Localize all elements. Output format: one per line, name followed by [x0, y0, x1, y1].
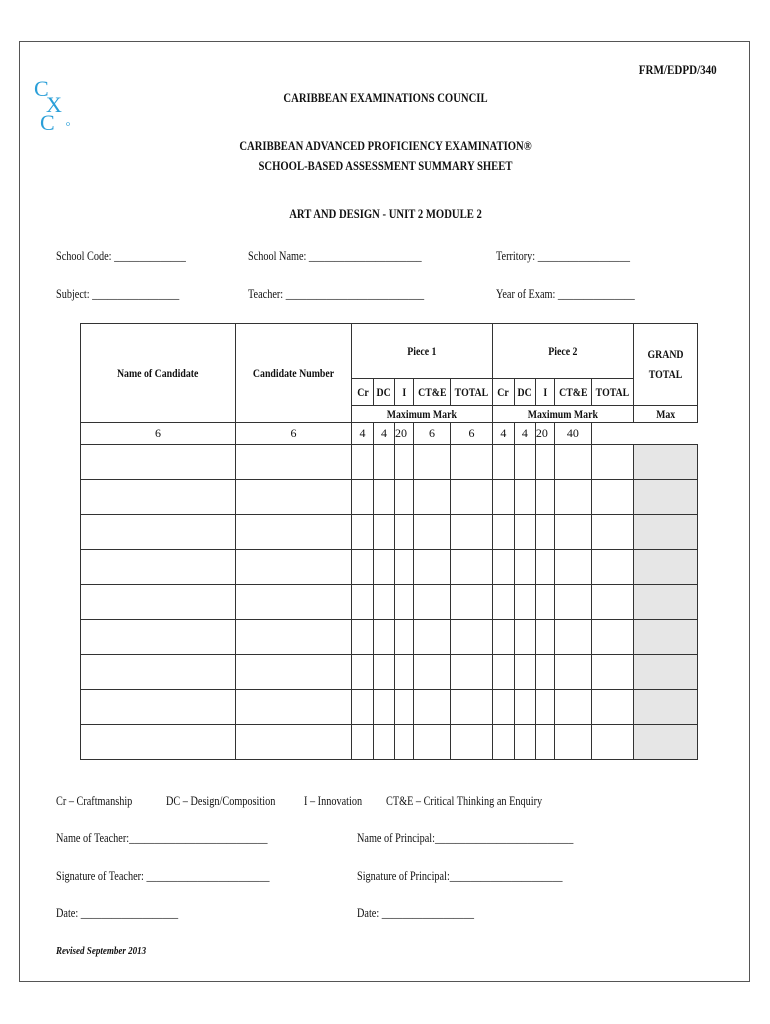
name-of-teacher-field[interactable]: Name of Teacher:___________________________ [56, 831, 268, 845]
table-cell[interactable] [554, 690, 591, 725]
table-cell[interactable] [492, 585, 514, 620]
table-cell[interactable] [554, 445, 591, 480]
table-cell[interactable] [81, 585, 236, 620]
table-cell[interactable] [451, 585, 493, 620]
table-cell[interactable] [414, 515, 451, 550]
svg-text:X: X [46, 92, 62, 117]
sub-header-1-2: I [395, 379, 414, 406]
table-cell[interactable] [492, 725, 514, 760]
sub-header-1-1: DC [374, 379, 395, 406]
table-cell[interactable] [492, 515, 514, 550]
table-cell[interactable] [591, 585, 633, 620]
sub-header-2-3: CT&E [554, 379, 591, 406]
table-cell[interactable] [414, 655, 451, 690]
table-row [81, 655, 698, 690]
table-cell[interactable] [554, 725, 591, 760]
table-cell[interactable] [554, 655, 591, 690]
maximum-mark-label: Maximum Mark [352, 406, 493, 423]
table-cell[interactable] [535, 550, 554, 585]
form-page [19, 41, 750, 982]
maximum-mark-label: Maximum Mark [492, 406, 633, 423]
table-cell[interactable] [492, 550, 514, 585]
table-cell[interactable] [535, 585, 554, 620]
territory-field[interactable]: Territory: __________________ [496, 249, 630, 263]
table-cell[interactable] [535, 690, 554, 725]
table-cell[interactable] [374, 690, 395, 725]
table-cell[interactable] [591, 480, 633, 515]
school-code-field[interactable]: School Code: ______________ [56, 249, 186, 263]
table-cell[interactable] [374, 515, 395, 550]
table-cell[interactable] [451, 480, 493, 515]
max-mark-2-2: 4 [492, 423, 514, 445]
table-cell[interactable] [81, 480, 236, 515]
table-cell[interactable] [374, 655, 395, 690]
table-cell[interactable] [414, 690, 451, 725]
sub-header-2-4: TOTAL [591, 379, 633, 406]
signature-of-principal-field[interactable]: Signature of Principal:______________________ [357, 869, 563, 883]
table-cell[interactable] [591, 620, 633, 655]
table-cell[interactable] [535, 725, 554, 760]
table-cell[interactable] [535, 480, 554, 515]
table-cell[interactable] [81, 725, 236, 760]
table-cell[interactable] [236, 480, 352, 515]
sub-header-1-4: TOTAL [451, 379, 493, 406]
table-cell[interactable] [591, 725, 633, 760]
table-cell[interactable] [514, 585, 535, 620]
table-cell[interactable] [535, 620, 554, 655]
table-cell[interactable] [236, 655, 352, 690]
table-row [81, 690, 698, 725]
table-cell[interactable] [352, 445, 374, 480]
exam-title: CARIBBEAN ADVANCED PROFICIENCY EXAMINATION® [239, 138, 532, 153]
table-cell[interactable] [414, 620, 451, 655]
table-cell[interactable] [633, 515, 697, 550]
table-cell[interactable] [514, 445, 535, 480]
table-cell[interactable] [451, 655, 493, 690]
table-cell[interactable] [236, 725, 352, 760]
revised-note: Revised September 2013 [56, 945, 147, 957]
table-cell[interactable] [374, 585, 395, 620]
table-cell[interactable] [451, 620, 493, 655]
table-cell[interactable] [236, 550, 352, 585]
table-cell[interactable] [374, 480, 395, 515]
table-cell[interactable] [591, 655, 633, 690]
table-cell[interactable] [81, 655, 236, 690]
table-cell[interactable] [451, 515, 493, 550]
teacher-field[interactable]: Teacher: ___________________________ [248, 287, 425, 301]
table-cell[interactable] [395, 515, 414, 550]
sub-header-2-1: DC [514, 379, 535, 406]
signature-of-teacher-field[interactable]: Signature of Teacher: ________________________ [56, 869, 270, 883]
table-cell[interactable] [514, 655, 535, 690]
sub-header-1-0: Cr [352, 379, 374, 406]
table-cell[interactable] [352, 515, 374, 550]
table-cell[interactable] [236, 515, 352, 550]
table-cell[interactable] [451, 550, 493, 585]
grand-total-header: GRAND TOTAL [633, 324, 697, 406]
name-of-candidate-header: Name of Candidate [81, 324, 236, 423]
table-cell[interactable] [374, 620, 395, 655]
table-cell[interactable] [395, 480, 414, 515]
table-row [81, 585, 698, 620]
table-cell[interactable] [633, 585, 697, 620]
table-cell[interactable] [554, 515, 591, 550]
table-cell[interactable] [633, 550, 697, 585]
table-cell[interactable] [374, 725, 395, 760]
table-cell[interactable] [352, 655, 374, 690]
table-row [81, 480, 698, 515]
table-cell[interactable] [81, 690, 236, 725]
table-cell[interactable] [514, 725, 535, 760]
max-mark-1-4: 20 [395, 423, 414, 445]
table-cell[interactable] [633, 725, 697, 760]
table-cell[interactable] [352, 550, 374, 585]
legend-i: I – Innovation [304, 794, 363, 808]
table-row [81, 445, 698, 480]
table-cell[interactable] [236, 690, 352, 725]
table-cell[interactable] [414, 550, 451, 585]
table-cell[interactable] [395, 550, 414, 585]
table-cell[interactable] [492, 655, 514, 690]
unit-title: ART AND DESIGN - UNIT 2 MODULE 2 [289, 206, 482, 221]
table-cell[interactable] [514, 480, 535, 515]
max-mark-2-0: 6 [414, 423, 451, 445]
table-cell[interactable] [81, 515, 236, 550]
sheet-title: SCHOOL-BASED ASSESSMENT SUMMARY SHEET [258, 158, 513, 173]
max-mark-1-3: 4 [374, 423, 395, 445]
assessment-table [80, 323, 698, 760]
table-cell[interactable] [554, 620, 591, 655]
legend-cr: Cr – Craftmanship [56, 794, 133, 808]
cxc-logo-icon [32, 74, 76, 134]
table-cell[interactable] [451, 445, 493, 480]
table-cell[interactable] [535, 445, 554, 480]
table-cell[interactable] [395, 585, 414, 620]
table-row [81, 515, 698, 550]
max-mark-1-2: 4 [352, 423, 374, 445]
table-cell[interactable] [352, 725, 374, 760]
form-code: FRM/EDPD/340 [639, 62, 717, 77]
table-cell[interactable] [81, 445, 236, 480]
table-cell[interactable] [492, 620, 514, 655]
table-cell[interactable] [514, 690, 535, 725]
table-cell[interactable] [492, 445, 514, 480]
table-cell[interactable] [352, 480, 374, 515]
school-name-field[interactable]: School Name: ______________________ [248, 249, 422, 263]
table-cell[interactable] [352, 620, 374, 655]
table-row [81, 620, 698, 655]
svg-text:C: C [40, 110, 55, 134]
table-cell[interactable] [352, 690, 374, 725]
table-cell[interactable] [374, 550, 395, 585]
table-cell[interactable] [554, 585, 591, 620]
legend-dc: DC – Design/Composition [166, 794, 276, 808]
table-cell[interactable] [554, 480, 591, 515]
table-cell[interactable] [535, 655, 554, 690]
table-cell[interactable] [236, 445, 352, 480]
table-cell[interactable] [554, 550, 591, 585]
sub-header-2-2: I [535, 379, 554, 406]
table-cell[interactable] [414, 585, 451, 620]
table-cell[interactable] [395, 725, 414, 760]
max-mark-2-3: 4 [514, 423, 535, 445]
grand-max-mark: 40 [554, 423, 591, 445]
name-of-principal-field[interactable]: Name of Principal:___________________________ [357, 831, 574, 845]
table-cell[interactable] [633, 620, 697, 655]
year-of-exam-field[interactable]: Year of Exam: _______________ [496, 287, 635, 301]
max-mark-1-1: 6 [236, 423, 352, 445]
table-row [81, 725, 698, 760]
table-cell[interactable] [591, 550, 633, 585]
principal-date-field[interactable]: Date: __________________ [357, 906, 475, 920]
table-cell[interactable] [374, 445, 395, 480]
table-cell[interactable] [514, 515, 535, 550]
table-cell[interactable] [395, 690, 414, 725]
subject-field[interactable]: Subject: _________________ [56, 287, 180, 301]
table-cell[interactable] [451, 690, 493, 725]
piece2-header: Piece 2 [492, 324, 633, 379]
sub-header-2-0: Cr [492, 379, 514, 406]
table-cell[interactable] [395, 655, 414, 690]
candidate-number-header: Candidate Number [236, 324, 352, 423]
table-cell[interactable] [591, 515, 633, 550]
table-row [81, 550, 698, 585]
max-mark-1-0: 6 [81, 423, 236, 445]
piece1-header: Piece 1 [352, 324, 493, 379]
max-label: Max [633, 406, 697, 423]
table-cell[interactable] [633, 690, 697, 725]
table-cell[interactable] [81, 620, 236, 655]
table-cell[interactable] [451, 725, 493, 760]
table-cell[interactable] [514, 550, 535, 585]
legend-cte: CT&E – Critical Thinking an Enquiry [386, 794, 543, 808]
table-cell[interactable] [236, 620, 352, 655]
table-cell[interactable] [81, 550, 236, 585]
table-cell[interactable] [492, 480, 514, 515]
table-cell[interactable] [395, 620, 414, 655]
table-cell[interactable] [414, 445, 451, 480]
table-cell[interactable] [395, 445, 414, 480]
table-cell[interactable] [414, 480, 451, 515]
table-cell[interactable] [414, 725, 451, 760]
table-cell[interactable] [492, 690, 514, 725]
table-cell[interactable] [535, 515, 554, 550]
max-mark-2-1: 6 [451, 423, 493, 445]
table-cell[interactable] [591, 445, 633, 480]
table-cell[interactable] [591, 690, 633, 725]
table-cell[interactable] [514, 620, 535, 655]
max-mark-2-4: 20 [535, 423, 554, 445]
table-cell[interactable] [633, 480, 697, 515]
teacher-date-field[interactable]: Date: ___________________ [56, 906, 179, 920]
svg-text:C: C [34, 76, 49, 101]
table-cell[interactable] [633, 655, 697, 690]
sub-header-1-3: CT&E [414, 379, 451, 406]
table-cell[interactable] [236, 585, 352, 620]
table-cell[interactable] [633, 445, 697, 480]
table-cell[interactable] [352, 585, 374, 620]
council-title: CARIBBEAN EXAMINATIONS COUNCIL [283, 90, 488, 105]
